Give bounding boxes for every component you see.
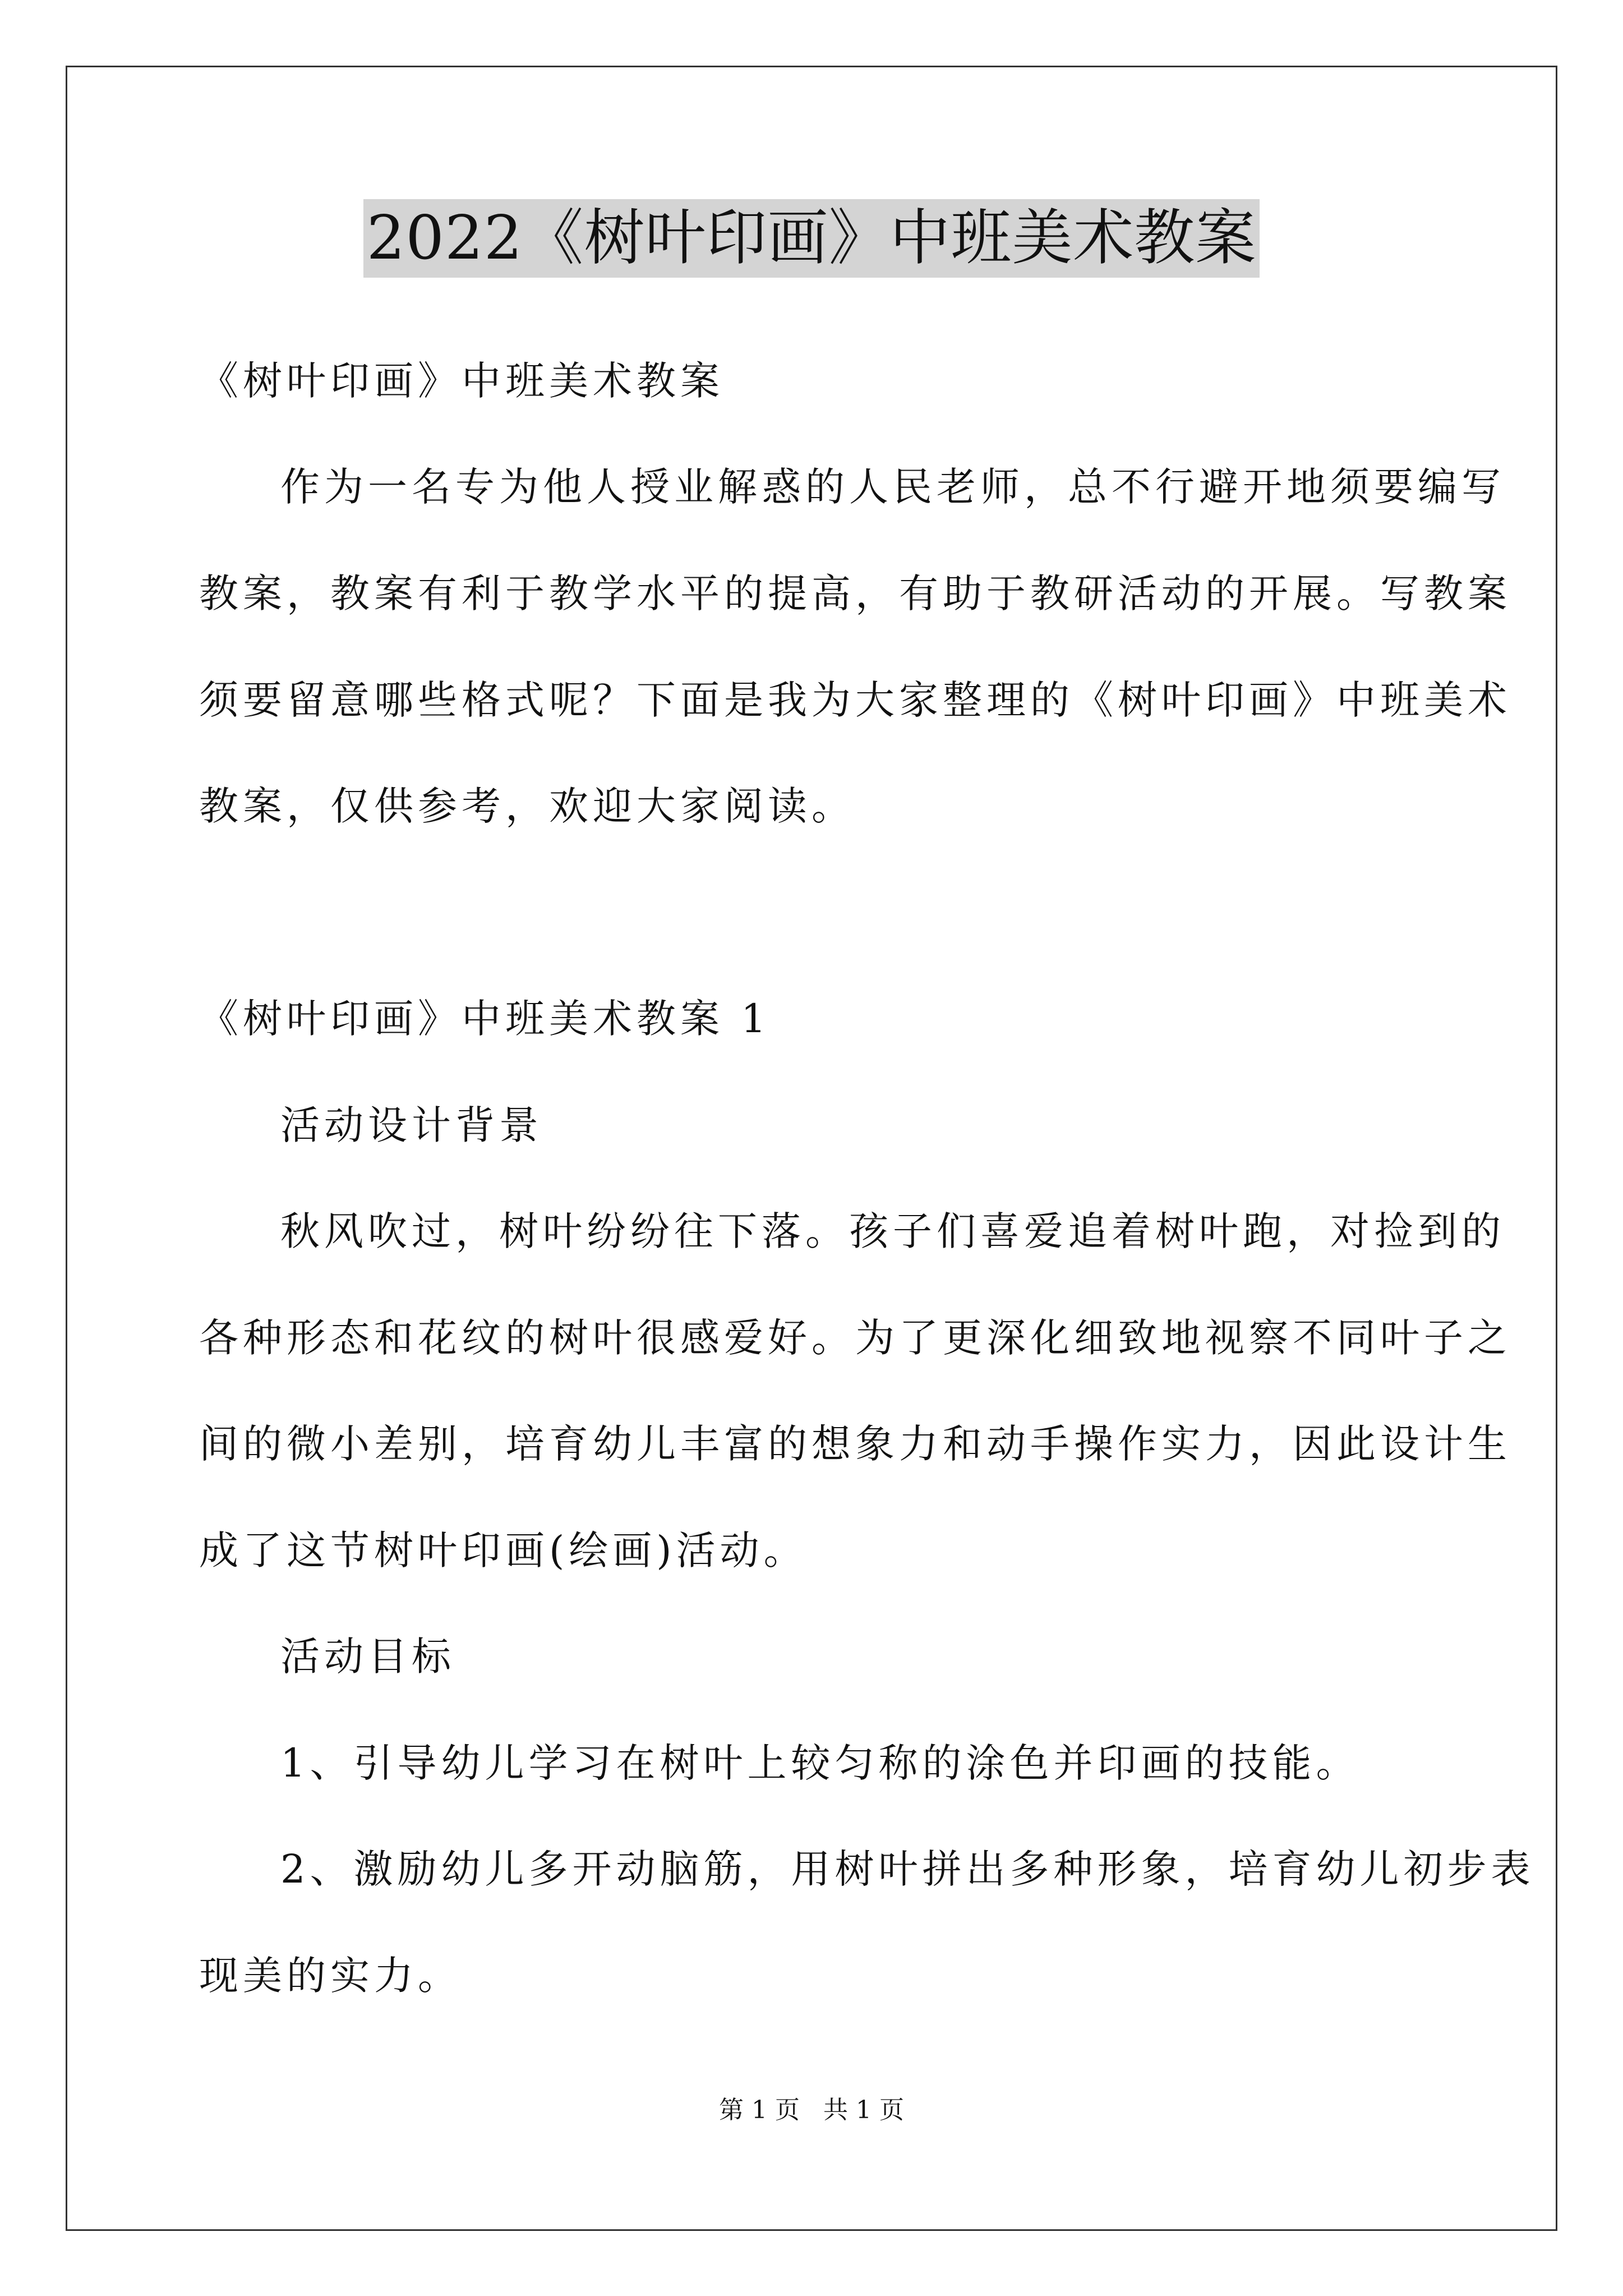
section-title: 《树叶印画》中班美术教案 1 (199, 996, 771, 1042)
document-subtitle: 《树叶印画》中班美术教案 (199, 358, 724, 404)
background-heading: 活动设计背景 (280, 1102, 543, 1148)
document-title: 2022《树叶印画》中班美术教案 (363, 199, 1260, 278)
background-line: 秋风吹过，树叶纷纷往下落。孩子们喜爱追着树叶跑，对捡到的 (280, 1208, 1505, 1254)
title-container (0, 199, 1623, 278)
intro-line: 须要留意哪些格式呢？下面是我为大家整理的《树叶印画》中班美术 (199, 677, 1511, 723)
goal-line: 现美的实力。 (199, 1953, 462, 1999)
intro-line: 教案，仅供参考，欢迎大家阅读。 (199, 783, 855, 829)
goals-heading: 活动目标 (280, 1634, 455, 1680)
page-total: 共 1 页 (823, 2096, 904, 2124)
background-line: 间的微小差别，培育幼儿丰富的想象力和动手操作实力，因此设计生 (199, 1421, 1511, 1467)
background-line: 各种形态和花纹的树叶很感爱好。为了更深化细致地视察不同叶子之 (199, 1315, 1511, 1361)
intro-line: 教案，教案有利于教学水平的提高，有助于教研活动的开展。写教案 (199, 570, 1511, 616)
goal-line: 2、激励幼儿多开动脑筋，用树叶拼出多种形象，培育幼儿初步表 (280, 1846, 1535, 1892)
background-line: 成了这节树叶印画(绘画)活动。 (199, 1527, 808, 1573)
page-number: 第 1 页 (719, 2096, 800, 2124)
goal-line: 1、引导幼儿学习在树叶上较匀称的涂色并印画的技能。 (280, 1740, 1360, 1786)
intro-line: 作为一名专为他人授业解惑的人民老师，总不行避开地须要编写 (280, 464, 1505, 510)
page-footer (0, 2093, 1623, 2127)
